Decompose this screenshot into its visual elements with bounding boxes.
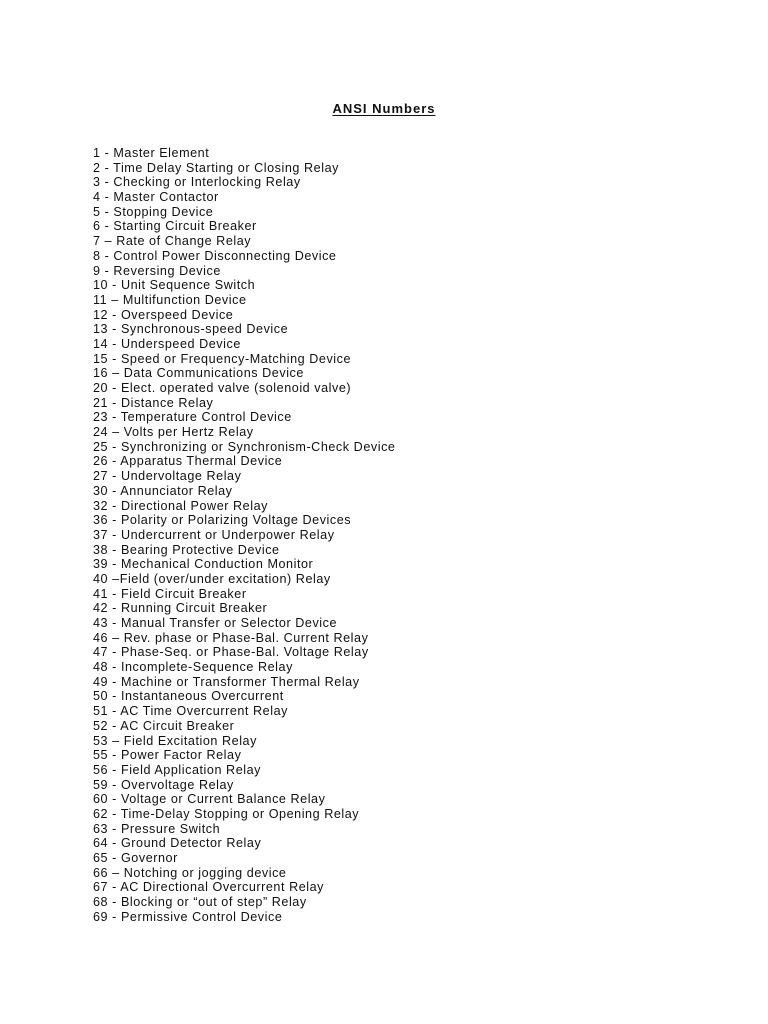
list-item: 37 - Undercurrent or Underpower Relay: [93, 527, 335, 542]
list-item: 13 - Synchronous-speed Device: [93, 322, 289, 337]
list-item: 10 - Unit Sequence Switch: [93, 278, 256, 293]
list-item: 50 - Instantaneous Overcurrent: [93, 689, 284, 704]
list-item: 38 - Bearing Protective Device: [93, 542, 280, 557]
list-item: 1 - Master Element: [93, 146, 210, 160]
list-item: 53 – Field Excitation Relay: [93, 733, 257, 748]
list-item: 62 - Time-Delay Stopping or Opening Relay: [93, 806, 360, 821]
list-item: 39 - Mechanical Conduction Monitor: [93, 557, 314, 572]
list-item: 40 –Field (over/under excitation) Relay: [93, 571, 331, 586]
list-item: 7 – Rate of Change Relay: [93, 234, 252, 249]
list-item: 64 - Ground Detector Relay: [93, 836, 262, 851]
list-item: 14 - Underspeed Device: [93, 336, 241, 351]
list-item: 60 - Voltage or Current Balance Relay: [93, 792, 326, 807]
list-item: 6 - Starting Circuit Breaker: [93, 219, 257, 234]
list-item: 49 - Machine or Transformer Thermal Relay: [93, 674, 360, 689]
list-item: 32 - Directional Power Relay: [93, 498, 268, 513]
list-item: 68 - Blocking or “out of step” Relay: [93, 895, 307, 910]
list-item: 20 - Elect. operated valve (solenoid valve): [93, 381, 352, 395]
list-item: 11 – Multifunction Device: [93, 292, 247, 307]
list-item: 65 - Governor: [93, 851, 178, 865]
list-item: 43 - Manual Transfer or Selector Device: [93, 616, 338, 630]
list-item: 67 - AC Directional Overcurrent Relay: [93, 880, 325, 895]
document-title: ANSI Numbers: [332, 101, 436, 116]
list-item: 23 - Temperature Control Device: [93, 410, 292, 425]
list-item: 27 - Undervoltage Relay: [93, 469, 242, 484]
list-item: 16 – Data Communications Device: [93, 366, 304, 381]
list-item: 55 - Power Factor Relay: [93, 748, 242, 763]
list-item: 12 - Overspeed Device: [93, 307, 234, 322]
list-item: 47 - Phase-Seq. or Phase-Bal. Voltage Relay: [93, 645, 369, 660]
list-item: 15 - Speed or Frequency-Matching Device: [93, 351, 352, 366]
list-item: 42 - Running Circuit Breaker: [93, 601, 268, 616]
list-item: 59 - Overvoltage Relay: [93, 777, 234, 792]
list-item: 51 - AC Time Overcurrent Relay: [93, 704, 288, 719]
list-item: 9 - Reversing Device: [93, 263, 221, 278]
list-item: 69 - Permissive Control Device: [93, 909, 283, 924]
list-item: 25 - Synchronizing or Synchronism-Check Device: [93, 439, 396, 454]
list-item: 63 - Pressure Switch: [93, 821, 221, 836]
list-item: 30 - Annunciator Relay: [93, 483, 233, 498]
list-item: 8 - Control Power Disconnecting Device: [93, 248, 337, 263]
list-item: 4 - Master Contactor: [93, 190, 219, 205]
list-item: 46 – Rev. phase or Phase-Bal. Current Relay: [93, 630, 369, 645]
list-item: 66 – Notching or jogging device: [93, 865, 287, 880]
ansi-number-list: [93, 146, 395, 924]
list-item: 5 - Stopping Device: [93, 204, 214, 219]
list-item: 21 - Distance Relay: [93, 395, 214, 410]
list-item: 52 - AC Circuit Breaker: [93, 718, 235, 733]
list-item: 24 – Volts per Hertz Relay: [93, 425, 254, 440]
list-item: 48 - Incomplete-Sequence Relay: [93, 660, 293, 675]
list-item: 56 - Field Application Relay: [93, 762, 262, 777]
list-item: 36 - Polarity or Polarizing Voltage Devices: [93, 513, 352, 528]
list-item: 41 - Field Circuit Breaker: [93, 586, 247, 601]
list-item: 26 - Apparatus Thermal Device: [93, 454, 283, 469]
list-item: 3 - Checking or Interlocking Relay: [93, 175, 301, 190]
list-item: 2 - Time Delay Starting or Closing Relay: [93, 160, 339, 175]
